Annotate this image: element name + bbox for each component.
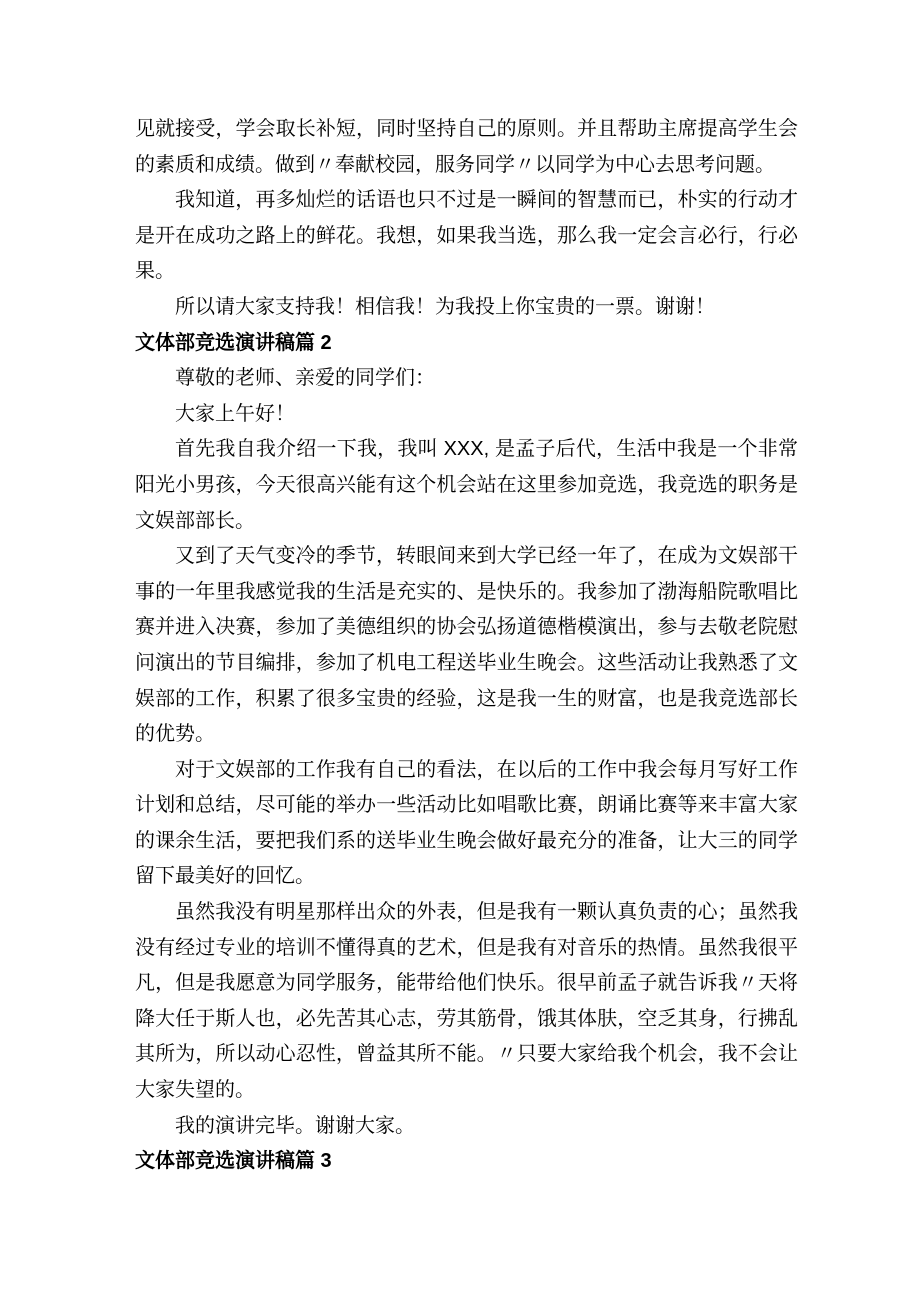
paragraph: 我知道，再多灿烂的话语也只不过是一瞬间的智慧而已，朴实的行动才是开在成功之路上的鲜花。我想，如果我当选，那么我一定会言必行，行必果。 — [135, 189, 798, 283]
paragraph: 虽然我没有明星那样出众的外表，但是我有一颗认真负责的心；虽然我没有经过专业的培训不懂得真的艺术，但是我有对音乐的热情。虽然我很平凡，但是我愿意为同学服务，能带给他们快乐。很早前孟子就告诉我〃天将降大任于斯人也，必先苦其心志，劳其筋骨，饿其体肤，空乏其身，行拂乱其所为，所以动心忍性，曾益其所不能。〃只要大家给我个机会，我不会让大家失望的。 — [135, 901, 798, 1102]
paragraph: 又到了天气变冷的季节，转眼间来到大学已经一年了，在成为文娱部干事的一年里我感觉我的生活是充实的、是快乐的。我参加了渤海船院歌唱比赛并进入决赛，参加了美德组织的协会弘扬道德楷模演出，参与去敬老院慰问演出的节目编排，参加了机电工程送毕业生晚会。这些活动让我熟悉了文娱部的工作，积累了很多宝贵的经验，这是我一生的财富，也是我竞选部长的优势。 — [135, 545, 798, 746]
salutation-line: 尊敬的老师、亲爱的同学们： — [175, 367, 435, 390]
paragraph: 对于文娱部的工作我有自己的看法，在以后的工作中我会每月写好工作计划和总结，尽可能的举办一些活动比如唱歌比赛，朗诵比赛等来丰富大家的课余生活，要把我们系的送毕业生晚会做好最充分的准备，让大三的同学留下最美好的回忆。 — [135, 758, 798, 888]
closing-line: 我的演讲完毕。谢谢大家。 — [175, 1114, 415, 1137]
paragraph: 首先我自我介绍一下我，我叫 XXX, 是孟子后代，生活中我是一个非常阳光小男孩，今天很高兴能有这个机会站在这里参加竞选，我竞选的职务是文娱部部长。 — [135, 438, 798, 532]
greeting-line: 大家上午好！ — [175, 402, 295, 425]
paragraph-continuation: 见就接受，学会取长补短，同时坚持自己的原则。并且帮助主席提高学生会的素质和成绩。做到〃奉献校园，服务同学〃以同学为中心去思考问题。 — [135, 118, 798, 176]
section-heading-part-3: 文体部竞选演讲稿篇 3 — [135, 1150, 332, 1173]
section-heading-part-2: 文体部竞选演讲稿篇 2 — [135, 331, 332, 354]
paragraph: 所以请大家支持我！相信我！为我投上你宝贵的一票。谢谢！ — [175, 295, 715, 318]
